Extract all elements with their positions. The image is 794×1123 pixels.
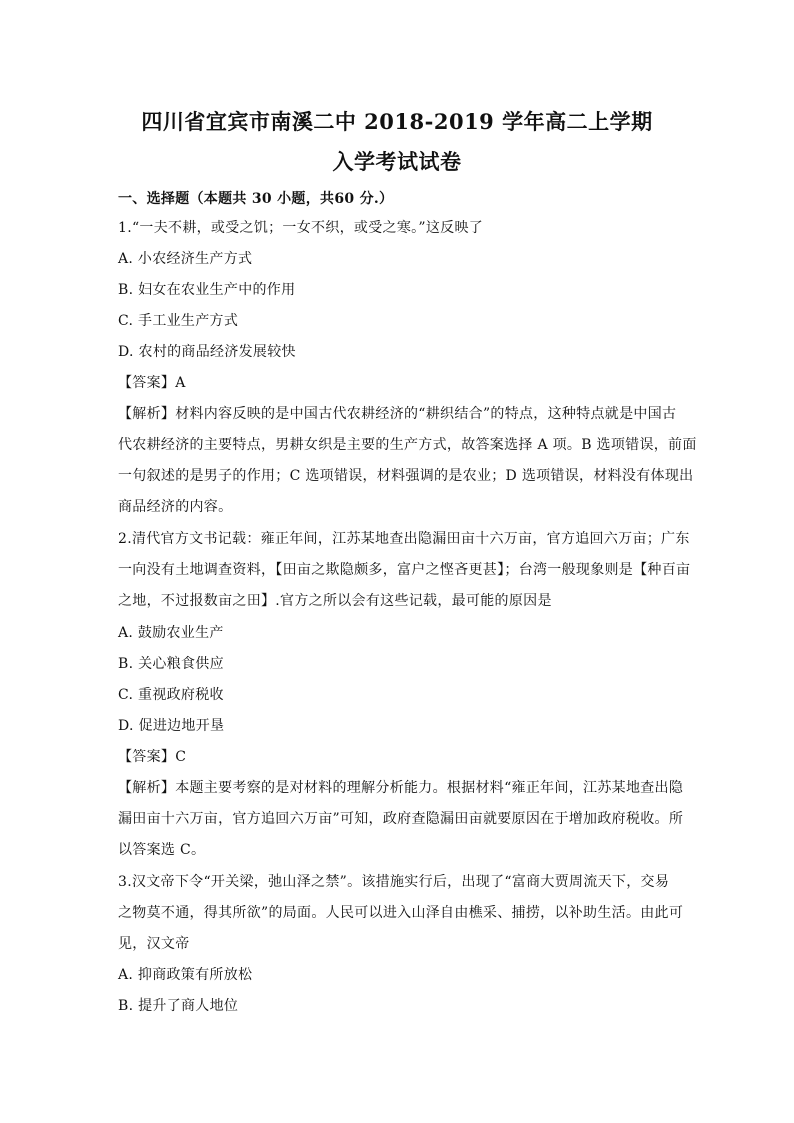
answer: 【答案】A (118, 375, 186, 391)
question-stem: 之物莫不通，得其所欲”的局面。人民可以进入山泽自由樵采、捕捞，以补助生活。由此可 (118, 905, 684, 921)
analysis-line: 以答案选 C。 (118, 842, 206, 858)
option-b: B. 妇女在农业生产中的作用 (118, 282, 296, 298)
analysis-line: 漏田亩十六万亩，官方追回六万亩”可知，政府查隐漏田亩就要原因在于增加政府税收。所 (118, 811, 684, 827)
answer: 【答案】C (118, 749, 187, 765)
analysis-line: 一句叙述的是男子的作用；C 选项错误，材料强调的是农业；D 选项错误，材料没有体现出 (118, 468, 694, 484)
option-c: C. 手工业生产方式 (118, 313, 239, 329)
question-stem: 见，汉文帝 (118, 936, 190, 952)
question-stem: 一向没有土地调查资料，【田亩之欺隐颇多，富户之悭吝更甚】；台湾一般现象则是【种百亩 (118, 562, 691, 578)
document-title: 四川省宜宾市南溪二中 2018-2019 学年高二上学期 (141, 109, 653, 134)
section-heading: 一、选择题（本题共 30 小题，共60 分.） (118, 191, 394, 207)
option-a: A. 小农经济生产方式 (118, 251, 253, 267)
option-a: A. 鼓励农业生产 (118, 625, 224, 641)
option-b: B. 关心粮食供应 (118, 656, 224, 672)
option-d: D. 农村的商品经济发展较快 (118, 344, 296, 360)
option-d: D. 促进边地开垦 (118, 718, 225, 734)
analysis-line: 商品经济的内容。 (118, 499, 233, 515)
analysis-line: 【解析】材料内容反映的是中国古代农耕经济的“耕织结合”的特点，这种特点就是中国古 (118, 406, 677, 422)
document-subtitle: 入学考试试卷 (332, 149, 462, 174)
question-stem: 3.汉文帝下令“开关梁，弛山泽之禁”。该措施实行后，出现了“富商大贾周流天下，交易 (118, 874, 670, 890)
option-a: A. 抑商政策有所放松 (118, 967, 253, 983)
option-c: C. 重视政府税收 (118, 687, 224, 703)
analysis-line: 【解析】本题主要考察的是对材料的理解分析能力。根据材料“雍正年间，江苏某地查出隐 (118, 780, 684, 796)
analysis-line: 代农耕经济的主要特点，男耕女织是主要的生产方式，故答案选择 A 项。B 选项错误，前面 (118, 437, 697, 453)
option-b: B. 提升了商人地位 (118, 998, 239, 1014)
question-stem: 2.清代官方文书记载：雍正年间，江苏某地查出隐漏田亩十六万亩，官方追回六万亩；广东 (118, 531, 690, 547)
question-stem: 1.“一夫不耕，或受之饥；一女不织，或受之寒。”这反映了 (118, 220, 484, 236)
question-stem: 之地，不过报数亩之田】.官方之所以会有这些记载，最可能的原因是 (118, 593, 552, 609)
